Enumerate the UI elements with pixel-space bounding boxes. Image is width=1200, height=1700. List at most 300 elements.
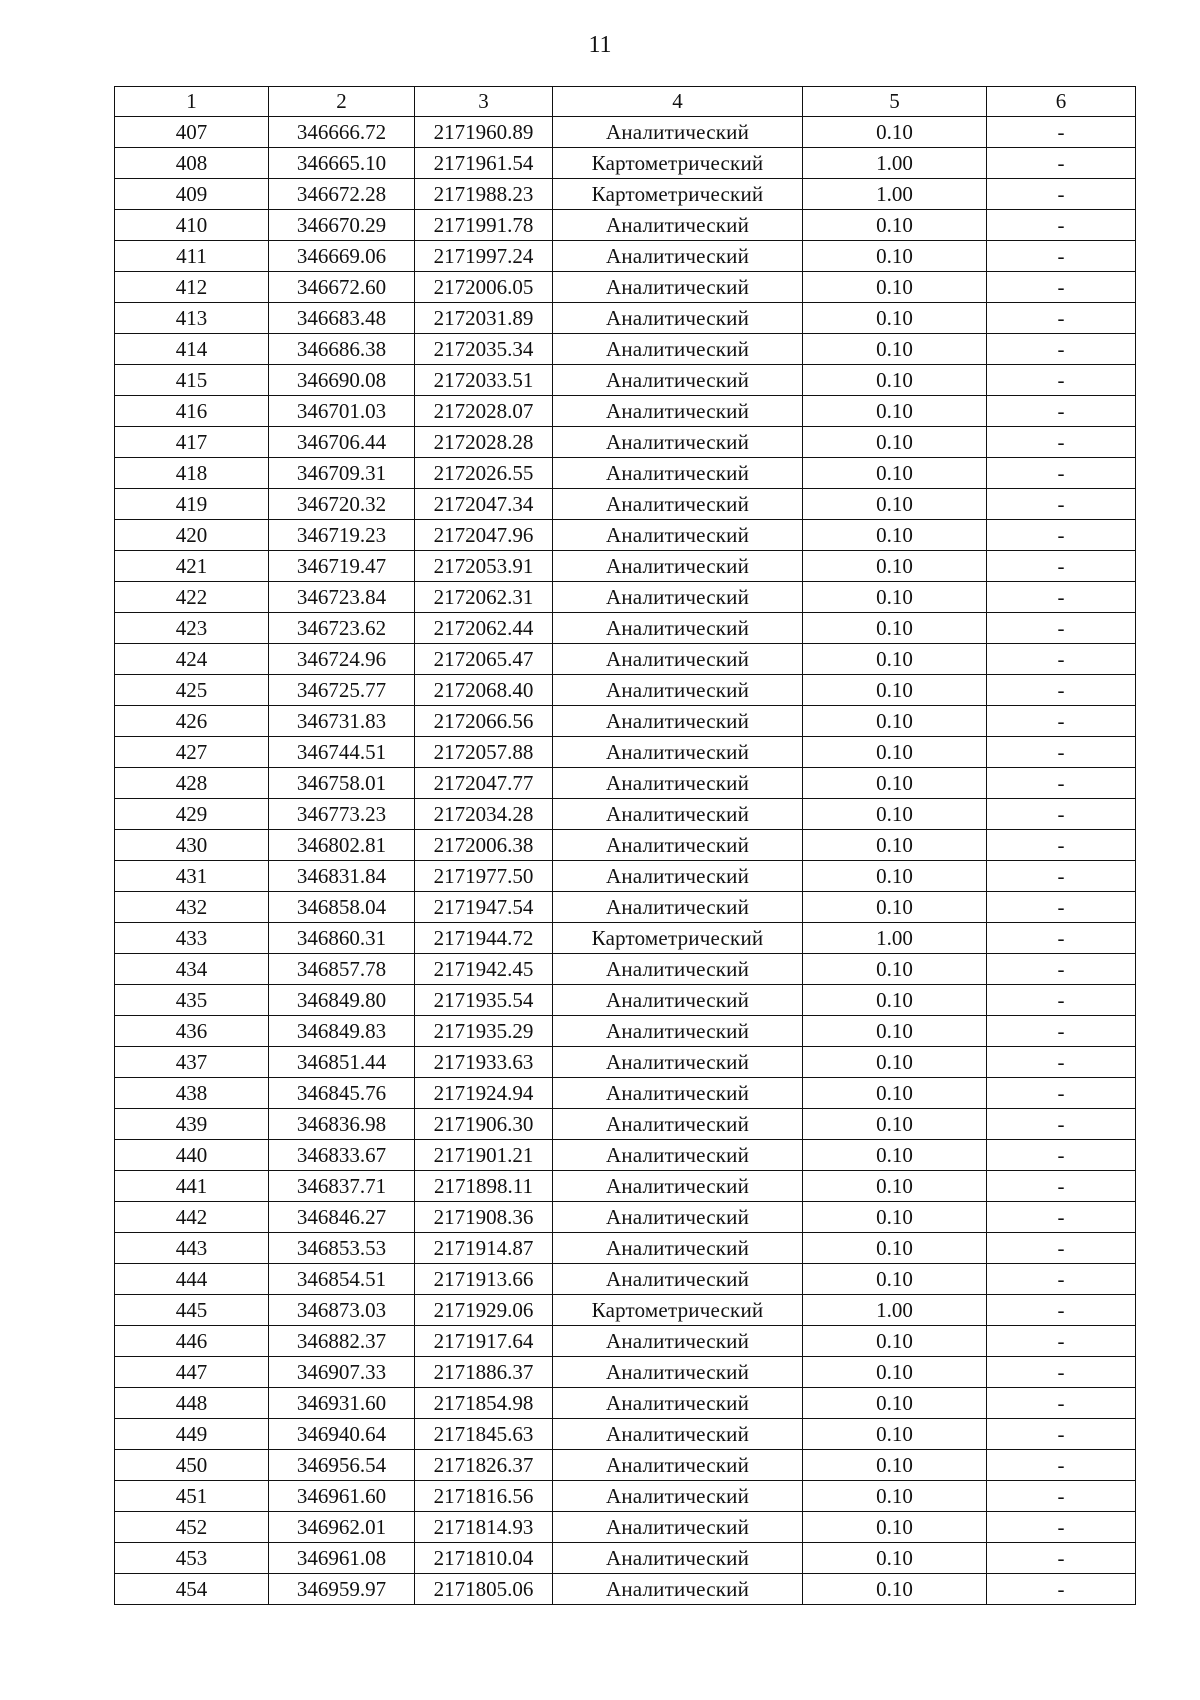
method-cell: Аналитический [553, 1264, 803, 1295]
method-cell: Аналитический [553, 1109, 803, 1140]
method-cell: Аналитический [553, 334, 803, 365]
method-cell: Аналитический [553, 1512, 803, 1543]
note-cell: - [987, 148, 1136, 179]
y-coordinate-cell: 2171908.36 [415, 1202, 553, 1233]
x-coordinate-cell: 346773.23 [269, 799, 415, 830]
point-number-cell: 448 [115, 1388, 269, 1419]
table-row [115, 1016, 1136, 1047]
x-coordinate-cell: 346882.37 [269, 1326, 415, 1357]
method-cell: Аналитический [553, 644, 803, 675]
table-row [115, 1357, 1136, 1388]
accuracy-cell: 1.00 [803, 179, 987, 210]
table-row [115, 1140, 1136, 1171]
note-cell: - [987, 954, 1136, 985]
x-coordinate-cell: 346837.71 [269, 1171, 415, 1202]
accuracy-cell: 0.10 [803, 1202, 987, 1233]
table-row [115, 1450, 1136, 1481]
method-cell: Аналитический [553, 427, 803, 458]
point-number-cell: 442 [115, 1202, 269, 1233]
x-coordinate-cell: 346858.04 [269, 892, 415, 923]
x-coordinate-cell: 346961.60 [269, 1481, 415, 1512]
y-coordinate-cell: 2172057.88 [415, 737, 553, 768]
point-number-cell: 445 [115, 1295, 269, 1326]
table-row [115, 179, 1136, 210]
x-coordinate-cell: 346956.54 [269, 1450, 415, 1481]
method-cell: Аналитический [553, 861, 803, 892]
method-cell: Аналитический [553, 1016, 803, 1047]
accuracy-cell: 1.00 [803, 1295, 987, 1326]
table-row [115, 737, 1136, 768]
accuracy-cell: 0.10 [803, 241, 987, 272]
point-number-cell: 421 [115, 551, 269, 582]
x-coordinate-cell: 346849.83 [269, 1016, 415, 1047]
x-coordinate-cell: 346931.60 [269, 1388, 415, 1419]
y-coordinate-cell: 2171816.56 [415, 1481, 553, 1512]
table-row [115, 1171, 1136, 1202]
accuracy-cell: 0.10 [803, 303, 987, 334]
accuracy-cell: 0.10 [803, 799, 987, 830]
table-row [115, 1326, 1136, 1357]
y-coordinate-cell: 2172028.28 [415, 427, 553, 458]
point-number-cell: 452 [115, 1512, 269, 1543]
method-cell: Аналитический [553, 458, 803, 489]
method-cell: Аналитический [553, 985, 803, 1016]
table-row [115, 1543, 1136, 1574]
method-cell: Аналитический [553, 675, 803, 706]
method-cell: Аналитический [553, 1047, 803, 1078]
point-number-cell: 413 [115, 303, 269, 334]
x-coordinate-cell: 346836.98 [269, 1109, 415, 1140]
table-row [115, 954, 1136, 985]
table-row [115, 1295, 1136, 1326]
point-number-cell: 410 [115, 210, 269, 241]
table-row [115, 1481, 1136, 1512]
x-coordinate-cell: 346940.64 [269, 1419, 415, 1450]
y-coordinate-cell: 2172028.07 [415, 396, 553, 427]
table-row [115, 1202, 1136, 1233]
y-coordinate-cell: 2171944.72 [415, 923, 553, 954]
x-coordinate-cell: 346686.38 [269, 334, 415, 365]
accuracy-cell: 0.10 [803, 613, 987, 644]
point-number-cell: 432 [115, 892, 269, 923]
coordinates-table [114, 86, 1136, 1605]
note-cell: - [987, 768, 1136, 799]
x-coordinate-cell: 346962.01 [269, 1512, 415, 1543]
point-number-cell: 409 [115, 179, 269, 210]
accuracy-cell: 0.10 [803, 706, 987, 737]
method-cell: Аналитический [553, 582, 803, 613]
note-cell: - [987, 582, 1136, 613]
table-row [115, 334, 1136, 365]
column-header-1: 1 [115, 87, 269, 117]
point-number-cell: 431 [115, 861, 269, 892]
x-coordinate-cell: 346719.23 [269, 520, 415, 551]
method-cell: Аналитический [553, 551, 803, 582]
table-row [115, 644, 1136, 675]
point-number-cell: 444 [115, 1264, 269, 1295]
point-number-cell: 451 [115, 1481, 269, 1512]
method-cell: Картометрический [553, 923, 803, 954]
table-row [115, 117, 1136, 148]
y-coordinate-cell: 2171935.29 [415, 1016, 553, 1047]
method-cell: Аналитический [553, 706, 803, 737]
y-coordinate-cell: 2171991.78 [415, 210, 553, 241]
accuracy-cell: 0.10 [803, 117, 987, 148]
accuracy-cell: 0.10 [803, 830, 987, 861]
table-row [115, 210, 1136, 241]
note-cell: - [987, 1574, 1136, 1605]
column-header-5: 5 [803, 87, 987, 117]
y-coordinate-cell: 2172065.47 [415, 644, 553, 675]
y-coordinate-cell: 2171924.94 [415, 1078, 553, 1109]
method-cell: Аналитический [553, 1388, 803, 1419]
accuracy-cell: 0.10 [803, 334, 987, 365]
accuracy-cell: 0.10 [803, 210, 987, 241]
point-number-cell: 429 [115, 799, 269, 830]
table-row [115, 1264, 1136, 1295]
method-cell: Аналитический [553, 303, 803, 334]
table-row [115, 1419, 1136, 1450]
x-coordinate-cell: 346672.60 [269, 272, 415, 303]
table-row [115, 892, 1136, 923]
x-coordinate-cell: 346665.10 [269, 148, 415, 179]
table-row [115, 1109, 1136, 1140]
point-number-cell: 425 [115, 675, 269, 706]
point-number-cell: 435 [115, 985, 269, 1016]
note-cell: - [987, 365, 1136, 396]
accuracy-cell: 0.10 [803, 1543, 987, 1574]
accuracy-cell: 0.10 [803, 272, 987, 303]
method-cell: Аналитический [553, 768, 803, 799]
method-cell: Аналитический [553, 396, 803, 427]
y-coordinate-cell: 2171814.93 [415, 1512, 553, 1543]
x-coordinate-cell: 346709.31 [269, 458, 415, 489]
accuracy-cell: 0.10 [803, 644, 987, 675]
y-coordinate-cell: 2172035.34 [415, 334, 553, 365]
accuracy-cell: 0.10 [803, 551, 987, 582]
note-cell: - [987, 1233, 1136, 1264]
method-cell: Аналитический [553, 1450, 803, 1481]
accuracy-cell: 0.10 [803, 1450, 987, 1481]
point-number-cell: 453 [115, 1543, 269, 1574]
point-number-cell: 437 [115, 1047, 269, 1078]
note-cell: - [987, 830, 1136, 861]
note-cell: - [987, 427, 1136, 458]
x-coordinate-cell: 346846.27 [269, 1202, 415, 1233]
table-row [115, 1512, 1136, 1543]
accuracy-cell: 0.10 [803, 954, 987, 985]
accuracy-cell: 0.10 [803, 1481, 987, 1512]
accuracy-cell: 0.10 [803, 1388, 987, 1419]
accuracy-cell: 0.10 [803, 768, 987, 799]
point-number-cell: 408 [115, 148, 269, 179]
method-cell: Аналитический [553, 1543, 803, 1574]
y-coordinate-cell: 2172006.05 [415, 272, 553, 303]
accuracy-cell: 0.10 [803, 1264, 987, 1295]
note-cell: - [987, 458, 1136, 489]
x-coordinate-cell: 346723.62 [269, 613, 415, 644]
accuracy-cell: 0.10 [803, 1078, 987, 1109]
y-coordinate-cell: 2171805.06 [415, 1574, 553, 1605]
column-header-3: 3 [415, 87, 553, 117]
y-coordinate-cell: 2171854.98 [415, 1388, 553, 1419]
table-row [115, 799, 1136, 830]
table-row [115, 303, 1136, 334]
y-coordinate-cell: 2171826.37 [415, 1450, 553, 1481]
point-number-cell: 433 [115, 923, 269, 954]
accuracy-cell: 0.10 [803, 1140, 987, 1171]
note-cell: - [987, 861, 1136, 892]
y-coordinate-cell: 2172033.51 [415, 365, 553, 396]
method-cell: Картометрический [553, 179, 803, 210]
table-header [115, 87, 1136, 117]
note-cell: - [987, 1047, 1136, 1078]
accuracy-cell: 0.10 [803, 1047, 987, 1078]
note-cell: - [987, 675, 1136, 706]
accuracy-cell: 1.00 [803, 148, 987, 179]
method-cell: Аналитический [553, 117, 803, 148]
method-cell: Аналитический [553, 1574, 803, 1605]
y-coordinate-cell: 2171917.64 [415, 1326, 553, 1357]
method-cell: Аналитический [553, 1419, 803, 1450]
note-cell: - [987, 737, 1136, 768]
x-coordinate-cell: 346802.81 [269, 830, 415, 861]
point-number-cell: 414 [115, 334, 269, 365]
y-coordinate-cell: 2171929.06 [415, 1295, 553, 1326]
accuracy-cell: 0.10 [803, 458, 987, 489]
point-number-cell: 430 [115, 830, 269, 861]
note-cell: - [987, 117, 1136, 148]
x-coordinate-cell: 346758.01 [269, 768, 415, 799]
point-number-cell: 443 [115, 1233, 269, 1264]
method-cell: Аналитический [553, 1233, 803, 1264]
method-cell: Аналитический [553, 954, 803, 985]
x-coordinate-cell: 346669.06 [269, 241, 415, 272]
point-number-cell: 449 [115, 1419, 269, 1450]
table-row [115, 1078, 1136, 1109]
note-cell: - [987, 644, 1136, 675]
y-coordinate-cell: 2171898.11 [415, 1171, 553, 1202]
accuracy-cell: 0.10 [803, 675, 987, 706]
x-coordinate-cell: 346672.28 [269, 179, 415, 210]
y-coordinate-cell: 2171810.04 [415, 1543, 553, 1574]
y-coordinate-cell: 2171901.21 [415, 1140, 553, 1171]
note-cell: - [987, 1109, 1136, 1140]
y-coordinate-cell: 2171935.54 [415, 985, 553, 1016]
method-cell: Аналитический [553, 210, 803, 241]
note-cell: - [987, 1295, 1136, 1326]
point-number-cell: 426 [115, 706, 269, 737]
table-row [115, 241, 1136, 272]
table-row [115, 272, 1136, 303]
y-coordinate-cell: 2171977.50 [415, 861, 553, 892]
point-number-cell: 412 [115, 272, 269, 303]
note-cell: - [987, 1171, 1136, 1202]
y-coordinate-cell: 2171886.37 [415, 1357, 553, 1388]
point-number-cell: 419 [115, 489, 269, 520]
method-cell: Аналитический [553, 520, 803, 551]
note-cell: - [987, 520, 1136, 551]
y-coordinate-cell: 2172062.44 [415, 613, 553, 644]
x-coordinate-cell: 346731.83 [269, 706, 415, 737]
method-cell: Аналитический [553, 737, 803, 768]
note-cell: - [987, 799, 1136, 830]
x-coordinate-cell: 346959.97 [269, 1574, 415, 1605]
note-cell: - [987, 1419, 1136, 1450]
table-body [115, 117, 1136, 1605]
note-cell: - [987, 1388, 1136, 1419]
method-cell: Аналитический [553, 1326, 803, 1357]
y-coordinate-cell: 2172034.28 [415, 799, 553, 830]
accuracy-cell: 0.10 [803, 1233, 987, 1264]
column-header-2: 2 [269, 87, 415, 117]
table-row [115, 365, 1136, 396]
method-cell: Аналитический [553, 1357, 803, 1388]
accuracy-cell: 0.10 [803, 396, 987, 427]
column-header-6: 6 [987, 87, 1136, 117]
table-row [115, 830, 1136, 861]
accuracy-cell: 0.10 [803, 520, 987, 551]
point-number-cell: 423 [115, 613, 269, 644]
x-coordinate-cell: 346854.51 [269, 1264, 415, 1295]
y-coordinate-cell: 2172031.89 [415, 303, 553, 334]
y-coordinate-cell: 2171845.63 [415, 1419, 553, 1450]
y-coordinate-cell: 2171933.63 [415, 1047, 553, 1078]
y-coordinate-cell: 2171942.45 [415, 954, 553, 985]
x-coordinate-cell: 346723.84 [269, 582, 415, 613]
note-cell: - [987, 334, 1136, 365]
note-cell: - [987, 396, 1136, 427]
table-row [115, 520, 1136, 551]
point-number-cell: 428 [115, 768, 269, 799]
header-row [115, 87, 1136, 117]
note-cell: - [987, 1078, 1136, 1109]
accuracy-cell: 0.10 [803, 1326, 987, 1357]
note-cell: - [987, 489, 1136, 520]
x-coordinate-cell: 346833.67 [269, 1140, 415, 1171]
accuracy-cell: 0.10 [803, 1357, 987, 1388]
table-row [115, 861, 1136, 892]
x-coordinate-cell: 346725.77 [269, 675, 415, 706]
y-coordinate-cell: 2171961.54 [415, 148, 553, 179]
point-number-cell: 436 [115, 1016, 269, 1047]
y-coordinate-cell: 2172047.34 [415, 489, 553, 520]
method-cell: Аналитический [553, 241, 803, 272]
x-coordinate-cell: 346701.03 [269, 396, 415, 427]
method-cell: Аналитический [553, 1481, 803, 1512]
note-cell: - [987, 1140, 1136, 1171]
point-number-cell: 439 [115, 1109, 269, 1140]
table-row [115, 768, 1136, 799]
method-cell: Аналитический [553, 1171, 803, 1202]
method-cell: Картометрический [553, 148, 803, 179]
column-header-4: 4 [553, 87, 803, 117]
point-number-cell: 407 [115, 117, 269, 148]
x-coordinate-cell: 346857.78 [269, 954, 415, 985]
x-coordinate-cell: 346719.47 [269, 551, 415, 582]
point-number-cell: 446 [115, 1326, 269, 1357]
table-row [115, 985, 1136, 1016]
method-cell: Аналитический [553, 489, 803, 520]
note-cell: - [987, 923, 1136, 954]
note-cell: - [987, 1264, 1136, 1295]
table-row [115, 706, 1136, 737]
note-cell: - [987, 985, 1136, 1016]
x-coordinate-cell: 346720.32 [269, 489, 415, 520]
y-coordinate-cell: 2171947.54 [415, 892, 553, 923]
point-number-cell: 438 [115, 1078, 269, 1109]
note-cell: - [987, 241, 1136, 272]
accuracy-cell: 0.10 [803, 1574, 987, 1605]
accuracy-cell: 0.10 [803, 365, 987, 396]
x-coordinate-cell: 346831.84 [269, 861, 415, 892]
note-cell: - [987, 1512, 1136, 1543]
accuracy-cell: 1.00 [803, 923, 987, 954]
accuracy-cell: 0.10 [803, 737, 987, 768]
y-coordinate-cell: 2171960.89 [415, 117, 553, 148]
y-coordinate-cell: 2171913.66 [415, 1264, 553, 1295]
x-coordinate-cell: 346724.96 [269, 644, 415, 675]
note-cell: - [987, 551, 1136, 582]
table-row [115, 551, 1136, 582]
x-coordinate-cell: 346670.29 [269, 210, 415, 241]
note-cell: - [987, 1326, 1136, 1357]
y-coordinate-cell: 2172053.91 [415, 551, 553, 582]
method-cell: Аналитический [553, 272, 803, 303]
y-coordinate-cell: 2171997.24 [415, 241, 553, 272]
x-coordinate-cell: 346873.03 [269, 1295, 415, 1326]
y-coordinate-cell: 2171988.23 [415, 179, 553, 210]
x-coordinate-cell: 346683.48 [269, 303, 415, 334]
method-cell: Картометрический [553, 1295, 803, 1326]
point-number-cell: 447 [115, 1357, 269, 1388]
table-row [115, 1233, 1136, 1264]
point-number-cell: 424 [115, 644, 269, 675]
accuracy-cell: 0.10 [803, 582, 987, 613]
x-coordinate-cell: 346860.31 [269, 923, 415, 954]
point-number-cell: 411 [115, 241, 269, 272]
accuracy-cell: 0.10 [803, 1512, 987, 1543]
point-number-cell: 441 [115, 1171, 269, 1202]
x-coordinate-cell: 346690.08 [269, 365, 415, 396]
note-cell: - [987, 706, 1136, 737]
y-coordinate-cell: 2172047.96 [415, 520, 553, 551]
accuracy-cell: 0.10 [803, 985, 987, 1016]
note-cell: - [987, 1357, 1136, 1388]
table-row [115, 489, 1136, 520]
method-cell: Аналитический [553, 892, 803, 923]
table-row [115, 1388, 1136, 1419]
method-cell: Аналитический [553, 1140, 803, 1171]
note-cell: - [987, 1202, 1136, 1233]
point-number-cell: 454 [115, 1574, 269, 1605]
method-cell: Аналитический [553, 1202, 803, 1233]
table-row [115, 458, 1136, 489]
y-coordinate-cell: 2172066.56 [415, 706, 553, 737]
y-coordinate-cell: 2171906.30 [415, 1109, 553, 1140]
point-number-cell: 422 [115, 582, 269, 613]
table-row [115, 582, 1136, 613]
note-cell: - [987, 179, 1136, 210]
method-cell: Аналитический [553, 365, 803, 396]
accuracy-cell: 0.10 [803, 861, 987, 892]
note-cell: - [987, 1016, 1136, 1047]
accuracy-cell: 0.10 [803, 1419, 987, 1450]
y-coordinate-cell: 2172006.38 [415, 830, 553, 861]
note-cell: - [987, 303, 1136, 334]
table-row [115, 1574, 1136, 1605]
note-cell: - [987, 272, 1136, 303]
